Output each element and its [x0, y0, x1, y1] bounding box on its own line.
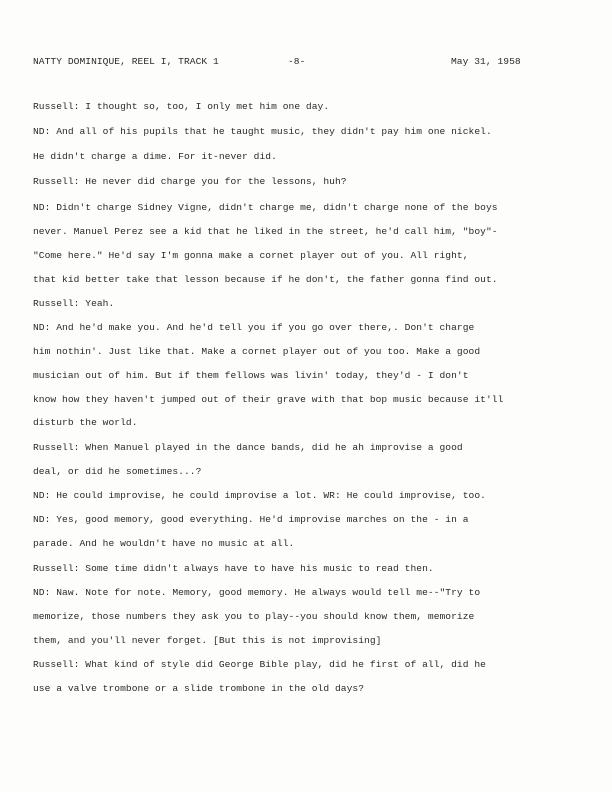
transcript-line: them, and you'll never forget. [But this is not improvising]	[33, 635, 382, 646]
transcript-line: parade. And he wouldn't have no music at all.	[33, 538, 295, 549]
transcript-line: ND: Yes, good memory, good everything. He'd improvise marches on the - in a	[33, 514, 469, 525]
transcript-line: "Come here." He'd say I'm gonna make a cornet player out of you. All right,	[33, 250, 469, 261]
transcript-line: deal, or did he sometimes...?	[33, 466, 202, 477]
transcript-line: Russell: I thought so, too, I only met him one day.	[33, 101, 330, 112]
transcript-line: He didn't charge a dime. For it-never did.	[33, 151, 277, 162]
transcript-line: Russell: Some time didn't always have to have his music to read then.	[33, 563, 434, 574]
transcript-line: never. Manuel Perez see a kid that he liked in the street, he'd call him, "boy"-	[33, 226, 498, 237]
transcript-line: Russell: When Manuel played in the dance bands, did he ah improvise a good	[33, 442, 463, 453]
transcript-line: know how they haven't jumped out of their grave with that bop music because it'll	[33, 394, 504, 405]
transcript-line: ND: Didn't charge Sidney Vigne, didn't charge me, didn't charge none of the boys	[33, 202, 498, 213]
transcript-line: ND: He could improvise, he could improvise a lot. WR: He could improvise, too.	[33, 490, 486, 501]
transcript-line: Russell: What kind of style did George Bible play, did he first of all, did he	[33, 659, 486, 670]
transcript-line: him nothin'. Just like that. Make a cornet player out of you too. Make a good	[33, 346, 481, 357]
transcript-line: ND: And he'd make you. And he'd tell you if you go over there,. Don't charge	[33, 322, 475, 333]
transcript-line: that kid better take that lesson because if he don't, the father gonna find out.	[33, 274, 498, 285]
header-title: NATTY DOMINIQUE, REEL I, TRACK 1	[33, 56, 219, 67]
transcript-line: Russell: Yeah.	[33, 298, 115, 309]
transcript-line: disturb the world.	[33, 417, 138, 428]
transcript-line: memorize, those numbers they ask you to play--you should know them, memorize	[33, 611, 475, 622]
transcript-line: use a valve trombone or a slide trombone in the old days?	[33, 683, 365, 694]
page-number: -8-	[288, 56, 306, 67]
transcript-line: ND: Naw. Note for note. Memory, good memory. He always would tell me--"Try to	[33, 587, 481, 598]
transcript-line: ND: And all of his pupils that he taught music, they didn't pay him one nickel.	[33, 126, 492, 137]
transcript-line: musician out of him. But if them fellows was livin' today, they'd - I don't	[33, 370, 469, 381]
transcript-line: Russell: He never did charge you for the lessons, huh?	[33, 176, 347, 187]
header-date: May 31, 1958	[451, 56, 521, 67]
